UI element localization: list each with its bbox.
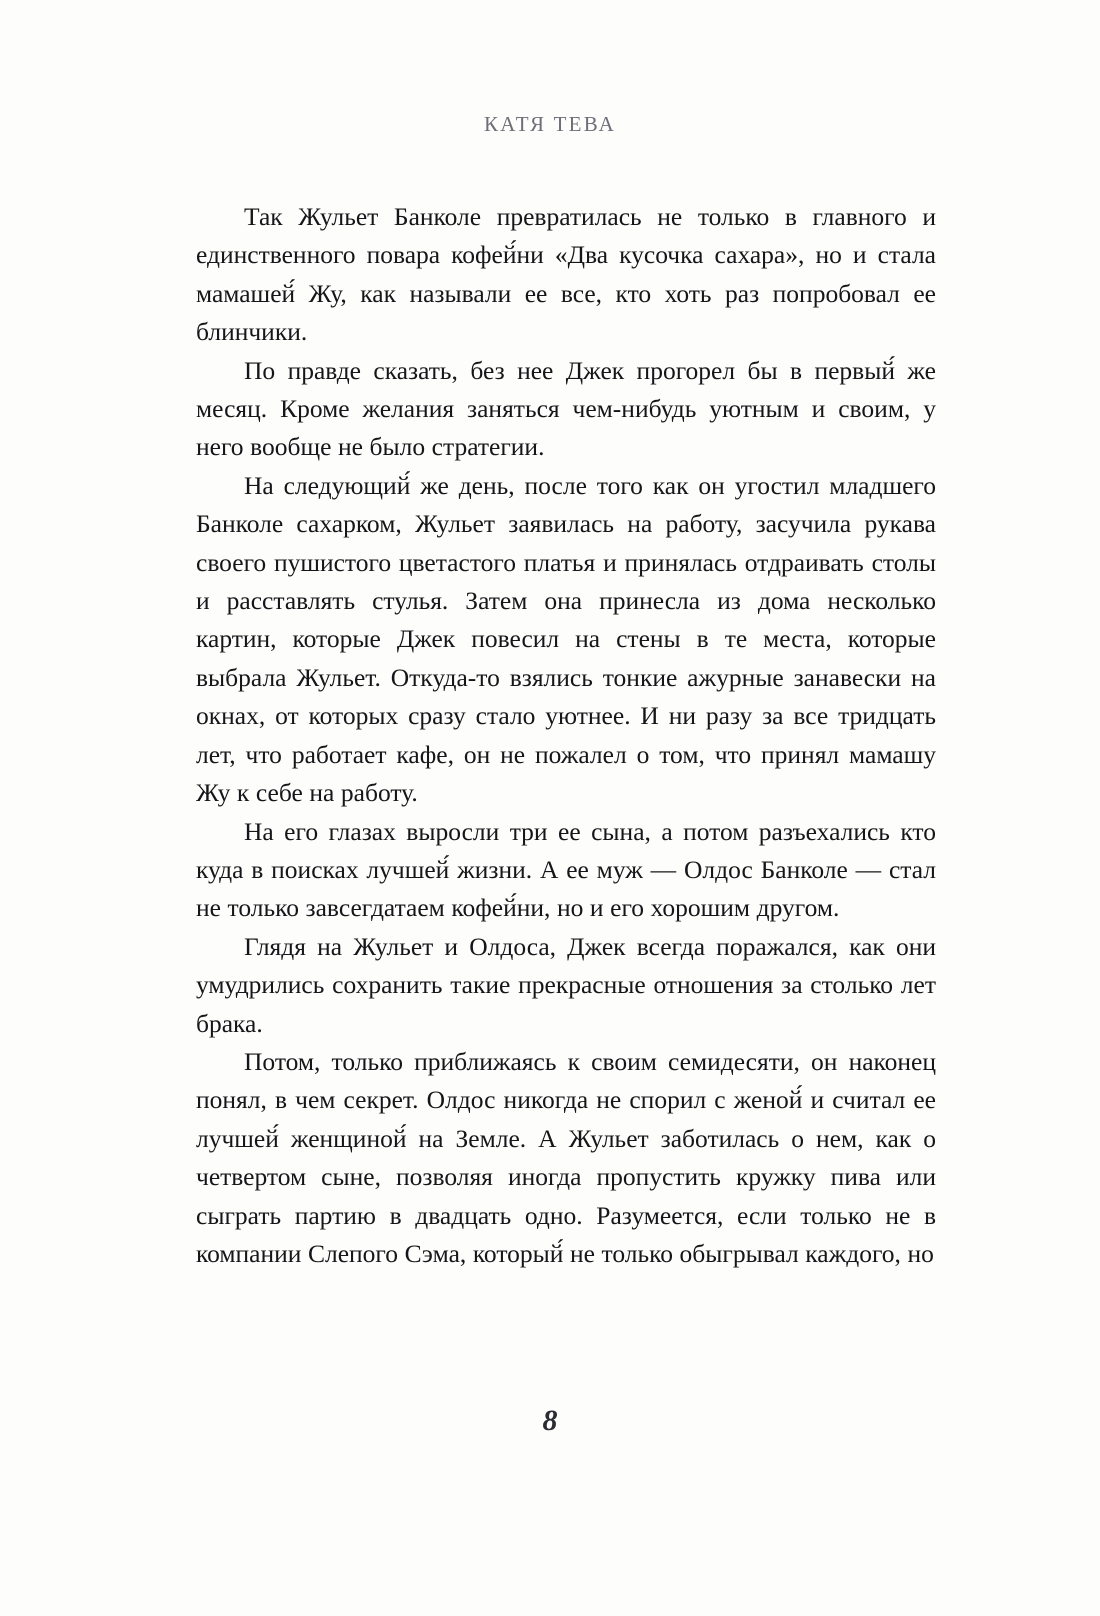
paragraph-text: По правде сказать, без нее Джек прогорел бы в первый́ же месяц. Кроме желания заняться чем-нибудь уютным и своим, у него вообще не было стратегии. [196,355,936,462]
paragraph-text: Потом, только приближаясь к своим семидесяти, он наконец понял, в чем секрет. Олдос никогда не спорил с женой́ и считал ее лучшей́ женщиной́ на Земле. А Жульет заботилась о нем, как о четвертом сыне, позволяя иногда пропустить кружку пива или сыграть партию в двадцать одно. Разумеется, если только не в компании Слепого Сэма, который́ не только обыгрывал каждого, но [196,1046,936,1268]
paragraph-text: На его глазах выросли три ее сына, а потом разъехались кто куда в поисках лучшей́ жизни. А ее муж — Олдос Банколе — стал не только завсегдатаем кофей́ни, но и его хорошим другом. [196,816,936,923]
paragraph [196,1043,936,1273]
paragraph-text: На следующий́ же день, после того как он угостил младшего Банколе сахарком, Жульет заявилась на работу, засучила рукава своего пушистого цветастого платья и принялась отдраивать столы и расставлять стулья. Затем она принесла из дома несколько картин, которые Джек повесил на стены в те места, которые выбрала Жульет. Откуда-то взялись тонкие ажурные занавески на окнах, от которых сразу стало уютнее. И ни разу за все тридцать лет, что работает кафе, он не пожалел о том, что принял мамашу Жу к себе на работу. [196,470,936,808]
paragraph-text: Так Жульет Банколе превратилась не только в главного и единственного повара кофей́ни «Два кусочка сахара», но и стала мамашей́ Жу, как называли ее все, кто хоть раз попробовал ее блинчики. [196,202,936,347]
paragraph [196,467,936,813]
paragraph [196,352,936,467]
paragraph-text: Глядя на Жульет и Олдоса, Джек всегда поражался, как они умудрились сохранить такие прекрасные отношения за столько лет брака. [196,931,936,1038]
body-text-block [196,198,936,1273]
running-head: КАТЯ ТЕВА [484,112,616,136]
paragraph [196,928,936,1043]
page-number: 8 [542,1404,558,1437]
paragraph [196,813,936,928]
paragraph [196,198,936,352]
